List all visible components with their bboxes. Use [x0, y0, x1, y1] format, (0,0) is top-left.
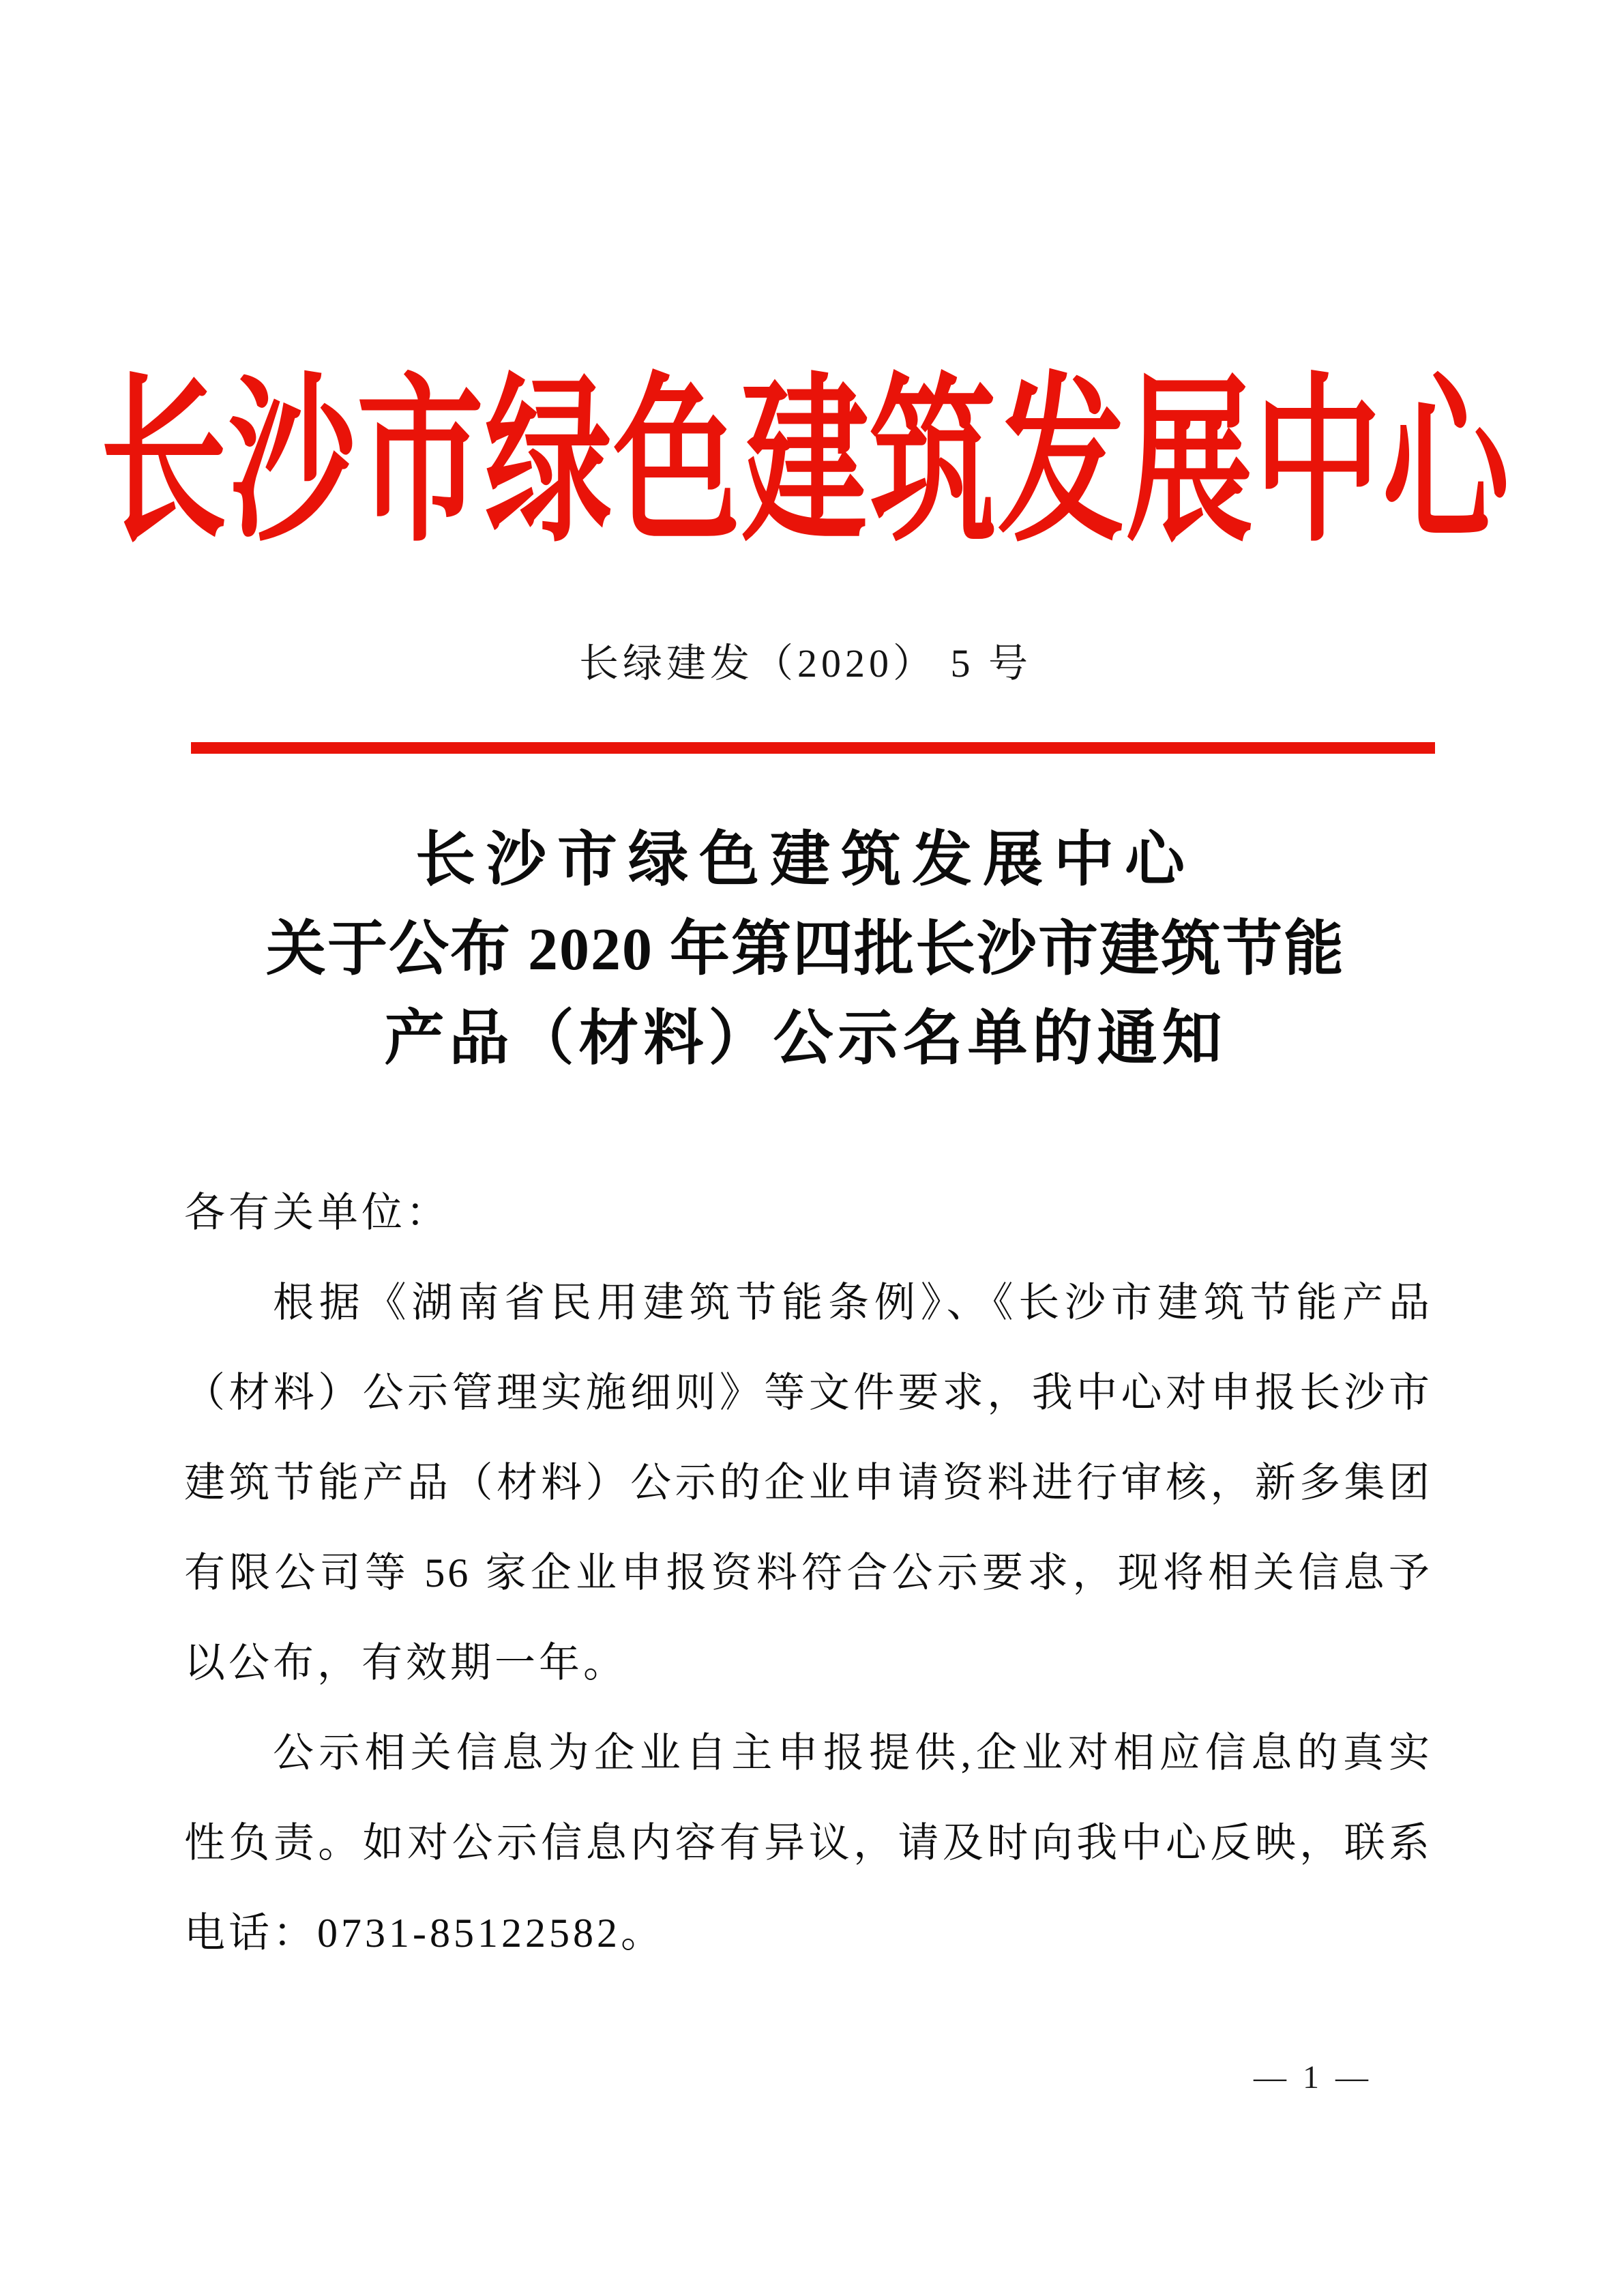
notice-title-line-1: 长沙市绿色建筑发展中心	[415, 827, 1196, 894]
salutation-line: 各有关单位：	[184, 1190, 450, 1235]
notice-title	[0, 816, 1611, 1084]
notice-title-line-2: 关于公布 2020 年第四批长沙市建筑节能	[265, 917, 1345, 983]
contact-phone-line: 电话：0731-85122582。	[184, 1911, 665, 1956]
body-line: 有限公司等 56 家企业申报资料符合公示要求，现将相关信息予	[184, 1550, 1432, 1595]
letterhead-org-name: 长沙市绿色建筑发展中心	[100, 364, 1511, 564]
body-line: 根据《湖南省民用建筑节能条例》、《长沙市建筑节能产品	[273, 1280, 1432, 1325]
page-number: — 1 —	[1254, 2059, 1372, 2095]
notice-body	[184, 1168, 1432, 1978]
red-divider-line	[191, 742, 1435, 754]
body-line: （材料）公示管理实施细则》等文件要求，我中心对申报长沙市	[184, 1370, 1432, 1415]
document-number: 长绿建发（2020） 5 号	[578, 641, 1032, 686]
body-line: 建筑节能产品（材料）公示的企业申请资料进行审核，新多集团	[184, 1460, 1432, 1505]
body-line: 性负责。如对公示信息内容有异议，请及时向我中心反映，联系	[184, 1821, 1432, 1866]
body-line: 公示相关信息为企业自主申报提供,企业对相应信息的真实	[273, 1731, 1432, 1776]
body-line: 以公布，有效期一年。	[184, 1640, 627, 1686]
notice-title-line-3: 产品（材料）公示名单的通知	[384, 1006, 1227, 1072]
